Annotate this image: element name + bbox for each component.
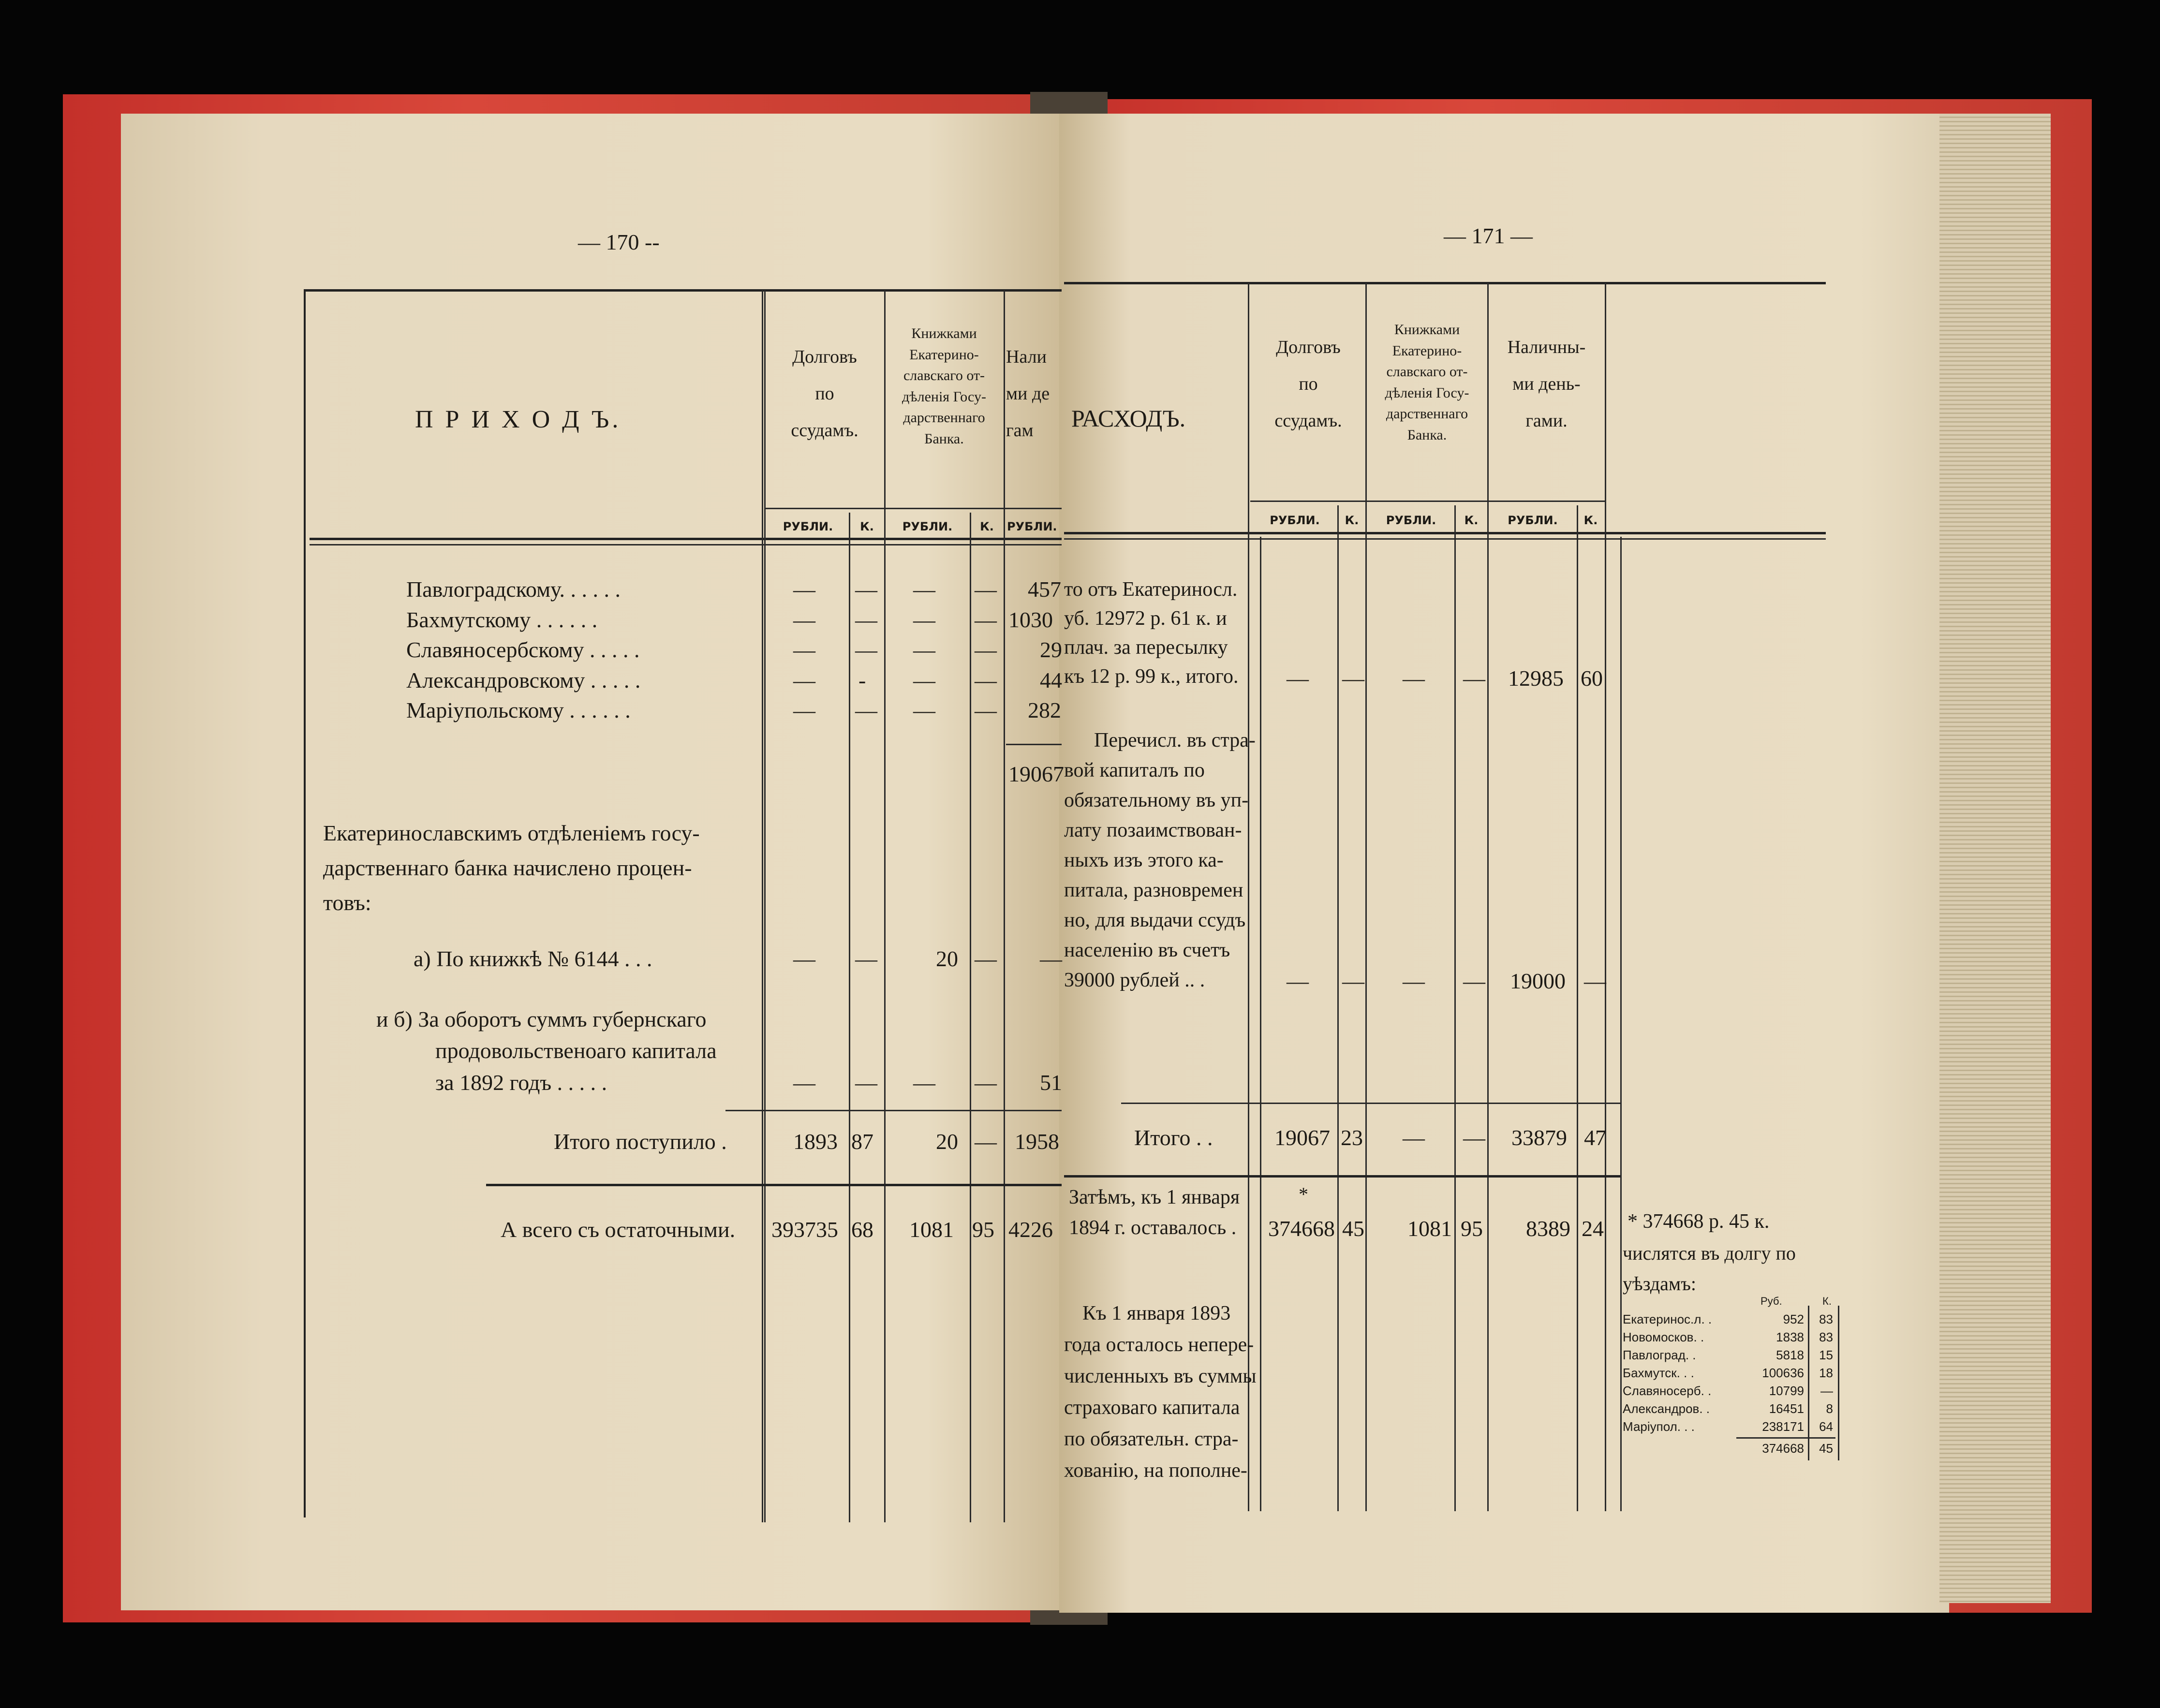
cell: 87 [851, 1129, 873, 1154]
left-col-line-5 [970, 513, 971, 1522]
star-mark: * [1299, 1183, 1308, 1205]
right-unit-3: РУБЛИ. [1386, 514, 1436, 527]
cell: 45 [1342, 1216, 1364, 1241]
footnote-row-name: Александров. . [1623, 1401, 1710, 1416]
hdr-line: Екатерино- [1392, 342, 1462, 359]
cell: — [1463, 1125, 1485, 1150]
cell: 95 [1461, 1216, 1483, 1241]
hdr-line: ссудамъ. [1274, 411, 1342, 431]
cell: — [1342, 969, 1364, 993]
footnote-row-kop: 64 [1819, 1419, 1833, 1434]
cell: — [855, 698, 877, 722]
footnote-row-kop: 15 [1819, 1348, 1833, 1362]
left-table-top-rule [305, 289, 1062, 292]
footnote-row-rub: 100636 [1762, 1366, 1804, 1380]
hdr-line: Книжками [911, 325, 977, 341]
left-col-line-2 [764, 290, 766, 1522]
row-label: къ 12 р. 99 к., итого. [1064, 665, 1239, 688]
left-unit-2: К. [860, 520, 874, 533]
cell: 95 [972, 1217, 994, 1242]
cell: — [913, 637, 935, 662]
footnote-row-name: Бахмутск. . . [1623, 1366, 1694, 1380]
footnote-row-name: Новомосков. . [1623, 1330, 1704, 1344]
left-page-number: — 170 -- [578, 230, 660, 254]
paragraph-line: Къ 1 января 1893 [1082, 1302, 1231, 1325]
cell: — [913, 607, 935, 632]
row-label: 1894 г. оставалось . [1069, 1217, 1237, 1239]
cell: 19000 [1510, 969, 1566, 993]
paragraph-line: хованію, на пополне- [1064, 1459, 1247, 1482]
row-label: лату позаимствован- [1064, 819, 1242, 841]
footnote-col-rub: Руб. [1761, 1295, 1782, 1307]
paragraph-line: по обязательн. стра- [1064, 1428, 1239, 1450]
cell: — [975, 1070, 997, 1095]
hdr-line: по [815, 383, 834, 404]
right-header-debts [1253, 329, 1364, 439]
right-total-rule [1121, 1103, 1620, 1104]
cell: — [1040, 946, 1062, 971]
footnote-col-line-2 [1838, 1306, 1839, 1460]
left-col-line-3 [849, 513, 850, 1522]
row-label: Итого поступило . [554, 1129, 727, 1154]
cell: 12985 [1508, 666, 1564, 691]
right-remain-rule [1064, 1175, 1620, 1178]
left-total-rule [725, 1110, 1062, 1111]
hdr-line: дарственнаго [1386, 406, 1468, 422]
hdr-line: славскаго от- [903, 368, 985, 383]
cell: — [793, 1070, 815, 1095]
row-label: питала, разновремен [1064, 879, 1243, 901]
cell: — [1463, 969, 1485, 993]
cell: — [1463, 666, 1485, 691]
footnote-col-kop: К. [1822, 1295, 1832, 1307]
left-header-rule [310, 538, 1062, 540]
right-table-top-rule [1064, 282, 1826, 284]
cell: 393735 [771, 1217, 838, 1242]
cell: — [975, 946, 997, 971]
row-label: обязательному въ уп- [1064, 789, 1249, 811]
cell: 8389 [1526, 1216, 1570, 1241]
row-label: Павлоградскому. . . . . . [406, 577, 621, 602]
cell: 24 [1582, 1216, 1604, 1241]
cell: — [1584, 969, 1606, 993]
left-unit-1: РУБЛИ. [783, 520, 833, 533]
left-grand-rule [486, 1184, 1062, 1186]
footnote-row-rub: 952 [1783, 1312, 1804, 1326]
left-unit-5: РУБЛИ. [1007, 520, 1057, 533]
cell: — [793, 607, 815, 632]
right-header-books [1368, 319, 1486, 445]
left-units-rule [765, 508, 1062, 509]
row-label: 39000 рублей .. . [1064, 969, 1205, 991]
left-col-line-4 [884, 290, 886, 1522]
row-label: плач. за пересылку [1064, 636, 1228, 659]
cell: 19067 [1274, 1125, 1330, 1150]
cell: 68 [851, 1217, 873, 1242]
row-label: продовольственоаго капитала [435, 1038, 717, 1063]
footnote-row-name: Маріупол. . . [1623, 1419, 1695, 1434]
left-header-debts [767, 339, 883, 449]
left-paragraph-line-1: Екатеринославскимъ отдѣленіемъ госу- [323, 821, 700, 845]
hdr-line: Екатерино- [909, 346, 979, 363]
row-label: Затѣмъ, къ 1 января [1069, 1186, 1240, 1208]
right-col-line-2 [1260, 537, 1261, 1511]
cell: 1030 [1008, 607, 1053, 632]
cell: — [855, 607, 877, 632]
row-label: Итого . . [1134, 1125, 1213, 1150]
hdr-line: Наличны- [1507, 337, 1586, 357]
cell: — [913, 668, 935, 692]
hdr-line: Банка. [1407, 427, 1447, 443]
cell: 1893 [793, 1129, 838, 1154]
hdr-line: по [1299, 374, 1318, 394]
left-header-cash [1006, 339, 1059, 449]
right-col-line-6 [1487, 283, 1489, 1511]
right-page-number: — 171 — [1444, 223, 1533, 248]
right-col-line-8 [1605, 283, 1606, 1511]
cell: — [855, 577, 877, 602]
right-title: РАСХОДЪ. [1071, 405, 1186, 432]
right-col-line-4 [1365, 283, 1367, 1511]
cell: 1958 [1015, 1129, 1059, 1154]
cell: — [855, 637, 877, 662]
cell: 33879 [1511, 1125, 1567, 1150]
right-unit-6: К. [1583, 514, 1598, 527]
cell: — [913, 698, 935, 722]
cell: — [975, 698, 997, 722]
paragraph-line: года осталось непере- [1064, 1334, 1254, 1356]
cell: — [1403, 1125, 1425, 1150]
page-edges [1939, 114, 2051, 1603]
cell: — [913, 1070, 935, 1095]
hdr-line: ссудамъ. [791, 420, 858, 441]
hdr-line: дѣленія Госу- [1385, 384, 1469, 401]
right-unit-2: К. [1345, 514, 1359, 527]
cell: 51 [1040, 1070, 1062, 1095]
row-label: то отъ Екатериносл. [1064, 578, 1238, 601]
left-col-line-1 [762, 290, 763, 1522]
cell: 23 [1341, 1125, 1363, 1150]
cell: — [1342, 666, 1364, 691]
cell: 1081 [909, 1217, 954, 1242]
left-col-line-6 [1004, 290, 1005, 1522]
hdr-line: Долговъ [792, 347, 857, 367]
cell: 4226 [1008, 1217, 1053, 1242]
row-label: но, для выдачи ссудъ [1064, 909, 1246, 931]
left-header-rule-2 [310, 544, 1062, 545]
footnote-total-rub: 374668 [1762, 1441, 1804, 1456]
right-header-cash [1490, 329, 1603, 439]
row-label: Перечисл. въ стра- [1094, 729, 1256, 751]
row-label: уб. 12972 р. 61 к. и [1064, 607, 1227, 630]
cell: — [1287, 969, 1309, 993]
cell: 20 [936, 946, 958, 971]
row-label: и б) За оборотъ суммъ губернскаго [376, 1007, 707, 1031]
paragraph-line: численныхъ въ суммы [1064, 1365, 1257, 1387]
footnote-total-kop: 45 [1819, 1441, 1833, 1456]
cell: 20 [936, 1129, 958, 1154]
hdr-line: Долговъ [1276, 337, 1341, 357]
right-col-line-5 [1454, 505, 1456, 1511]
row-label: вой капиталъ по [1064, 759, 1205, 781]
footnote-row-rub: 238171 [1762, 1419, 1804, 1434]
row-label: а) По книжкѣ № 6144 . . . [414, 946, 652, 971]
cell: — [1403, 969, 1425, 993]
footnote-row-rub: 5818 [1776, 1348, 1804, 1362]
row-label: Маріупольскому . . . . . . [406, 698, 631, 722]
hdr-line: ми де [1006, 383, 1050, 404]
left-header-books [886, 323, 1002, 449]
cell: — [855, 946, 877, 971]
cell: — [975, 607, 997, 632]
hdr-line: гами. [1525, 411, 1568, 431]
footnote-row-kop: 83 [1819, 1330, 1833, 1344]
cell: — [1287, 666, 1309, 691]
cell: 282 [1028, 698, 1061, 722]
row-label: Александровскому . . . . . [406, 668, 641, 692]
cell: - [858, 668, 866, 692]
hdr-line: ми день- [1512, 374, 1581, 394]
hdr-line: гам [1006, 420, 1034, 441]
cell: — [975, 668, 997, 692]
left-subtotal-rule [1006, 744, 1062, 745]
hdr-line: Книжками [1394, 322, 1460, 338]
row-label: за 1892 годъ . . . . . [435, 1070, 607, 1095]
cell: 457 [1028, 577, 1061, 602]
left-title: П Р И Х О Д Ъ. [415, 406, 621, 433]
footnote-row-rub: 10799 [1769, 1384, 1804, 1398]
right-col-line-3 [1337, 505, 1339, 1511]
footnote-row-kop: 18 [1819, 1366, 1833, 1380]
footnote-row-name: Павлоград. . [1623, 1348, 1696, 1362]
footnote-line: числятся въ долгу по [1623, 1242, 1796, 1264]
left-paragraph-line-2: дарственнаго банка начислено процен- [323, 855, 692, 880]
cell: — [975, 1129, 997, 1154]
cell: — [913, 577, 935, 602]
footnote-row-rub: 1838 [1776, 1330, 1804, 1344]
right-col-line-1 [1248, 283, 1249, 1511]
right-unit-4: К. [1464, 514, 1479, 527]
right-col-line-9 [1620, 537, 1622, 1511]
cell: 47 [1584, 1125, 1606, 1150]
cell: 44 [1040, 668, 1062, 692]
paragraph-line: страховаго капитала [1064, 1397, 1240, 1419]
footnote-row-kop: — [1820, 1384, 1833, 1398]
right-unit-5: РУБЛИ. [1508, 514, 1558, 527]
row-label: ныхъ изъ этого ка- [1064, 849, 1224, 871]
right-units-rule [1250, 501, 1606, 502]
hdr-line: дарственнаго [903, 410, 985, 426]
row-label: Славяносербскому . . . . . [406, 637, 640, 662]
cell: — [1403, 666, 1425, 691]
cell: — [855, 1070, 877, 1095]
footnote-line: уѣздамъ: [1623, 1273, 1697, 1295]
cell: 1081 [1407, 1216, 1452, 1241]
hdr-line: Нали [1006, 347, 1047, 367]
cell: 374668 [1268, 1216, 1335, 1241]
right-header-rule-2 [1064, 538, 1826, 540]
footnote-row-name: Екатеринос.л. . [1623, 1312, 1712, 1326]
row-label: Бахмутскому . . . . . . [406, 607, 598, 632]
footnote-row-name: Славяносерб. . [1623, 1384, 1712, 1398]
row-label: населенію въ счетъ [1064, 939, 1230, 961]
cell: — [975, 577, 997, 602]
hdr-line: славскаго от- [1386, 364, 1468, 380]
right-unit-1: РУБЛИ. [1270, 514, 1320, 527]
footnote-row-kop: 8 [1826, 1401, 1833, 1416]
right-header-rule [1064, 532, 1826, 534]
cell: 60 [1581, 666, 1603, 691]
footnote-row-rub: 16451 [1769, 1401, 1804, 1416]
cell: — [975, 637, 997, 662]
cell: — [793, 946, 815, 971]
left-paragraph-line-3: товъ: [323, 890, 371, 915]
left-unit-3: РУБЛИ. [902, 520, 953, 533]
cell: — [793, 668, 815, 692]
row-label: А всего съ остаточными. [501, 1217, 736, 1242]
footnote-row-kop: 83 [1819, 1312, 1833, 1326]
cell: — [793, 577, 815, 602]
left-table-left-border [304, 289, 306, 1517]
hdr-line: дѣленія Госу- [902, 388, 986, 405]
hdr-line: Банка. [924, 430, 964, 447]
left-subtotal-cash: 19067 [1008, 762, 1064, 786]
left-unit-4: К. [980, 520, 994, 533]
cell: — [793, 698, 815, 722]
footnote-total-rule [1736, 1437, 1835, 1439]
footnote-line: * 374668 р. 45 к. [1627, 1210, 1770, 1233]
cell: — [793, 637, 815, 662]
footnote-col-line-1 [1808, 1306, 1809, 1460]
cell: 29 [1040, 637, 1062, 662]
right-col-line-7 [1577, 505, 1578, 1511]
